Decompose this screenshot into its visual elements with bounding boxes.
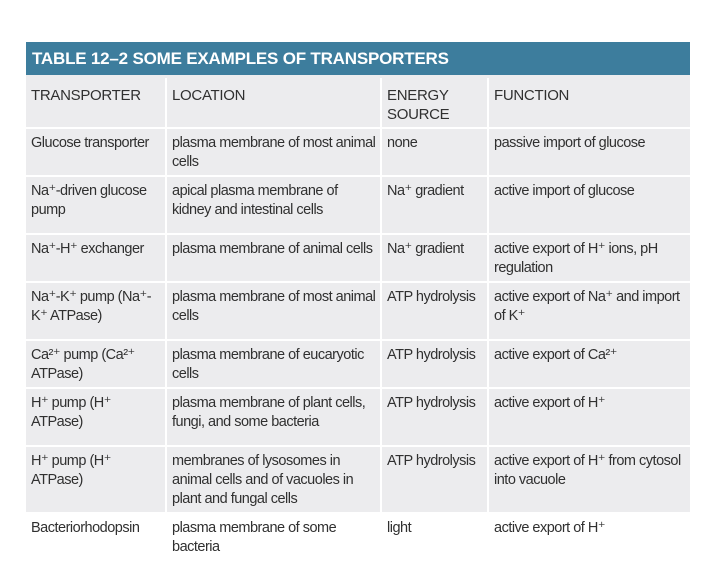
table-row [26, 340, 690, 388]
cell-location: plasma membrane of some bacteria [166, 513, 381, 561]
table-row [26, 128, 690, 176]
cell-function: active export of Ca²⁺ [488, 340, 690, 388]
cell-energy-source: Na⁺ gradient [381, 234, 488, 282]
cell-transporter: H⁺ pump (H⁺ ATPase) [26, 388, 166, 446]
cell-transporter: Na⁺-driven glucose pump [26, 176, 166, 234]
cell-function: active export of H⁺ [488, 388, 690, 446]
cell-transporter: Bacteriorhodopsin [26, 513, 166, 561]
cell-function: active export of H⁺ from cytosol into vacuole [488, 446, 690, 513]
header-location: LOCATION [166, 78, 381, 128]
cell-energy-source: ATP hydrolysis [381, 446, 488, 513]
table-row [26, 282, 690, 340]
table-row [26, 446, 690, 513]
cell-location: plasma membrane of plant cells, fungi, and some bacteria [166, 388, 381, 446]
cell-location: membranes of lysosomes in animal cells and of vacuoles in plant and fungal cells [166, 446, 381, 513]
cell-transporter: Glucose transporter [26, 128, 166, 176]
transporters-table-card [26, 42, 690, 555]
table-row [26, 513, 690, 561]
cell-energy-source: Na⁺ gradient [381, 176, 488, 234]
cell-location: plasma membrane of most animal cells [166, 128, 381, 176]
cell-function: active export of Na⁺ and import of K⁺ [488, 282, 690, 340]
cell-transporter: Na⁺-K⁺ pump (Na⁺-K⁺ ATPase) [26, 282, 166, 340]
transporters-table [26, 78, 690, 562]
cell-location: plasma membrane of eucaryotic cells [166, 340, 381, 388]
cell-location: plasma membrane of most animal cells [166, 282, 381, 340]
header-function: FUNCTION [488, 78, 690, 128]
header-energy-source: ENERGY SOURCE [381, 78, 488, 128]
cell-energy-source: ATP hydrolysis [381, 340, 488, 388]
table-row [26, 388, 690, 446]
cell-energy-source: light [381, 513, 488, 561]
table-row [26, 176, 690, 234]
cell-location: plasma membrane of animal cells [166, 234, 381, 282]
cell-location: apical plasma membrane of kidney and intestinal cells [166, 176, 381, 234]
table-title: TABLE 12–2 SOME EXAMPLES OF TRANSPORTERS [26, 42, 690, 75]
header-transporter: TRANSPORTER [26, 78, 166, 128]
header-row [26, 78, 690, 128]
cell-energy-source: ATP hydrolysis [381, 388, 488, 446]
cell-function: passive import of glucose [488, 128, 690, 176]
cell-transporter: H⁺ pump (H⁺ ATPase) [26, 446, 166, 513]
table-row [26, 234, 690, 282]
cell-function: active import of glucose [488, 176, 690, 234]
cell-energy-source: none [381, 128, 488, 176]
cell-transporter: Na⁺-H⁺ exchanger [26, 234, 166, 282]
cell-transporter: Ca²⁺ pump (Ca²⁺ ATPase) [26, 340, 166, 388]
cell-function: active export of H⁺ [488, 513, 690, 561]
cell-energy-source: ATP hydrolysis [381, 282, 488, 340]
cell-function: active export of H⁺ ions, pH regulation [488, 234, 690, 282]
